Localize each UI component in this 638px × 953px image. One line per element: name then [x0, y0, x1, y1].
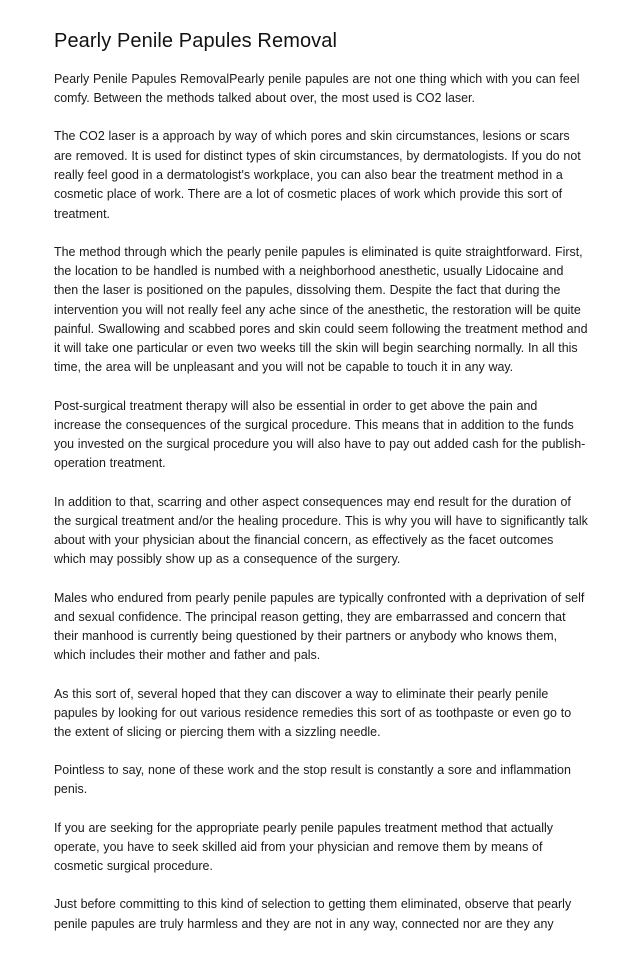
document-title: Pearly Penile Papules Removal: [54, 30, 338, 52]
paragraph: In addition to that, scarring and other aspect consequences may end result for the duration of the surgical treatment and/or the healing procedure. This is why you will have to significantly talk about with your physician about the financial concern, as effectively as the facet outcomes which may possibly show up as a consequence of the surgery.: [54, 494, 588, 567]
paragraph: The method through which the pearly penile papules is eliminated is quite straightforward. First, the location to be handled is numbed with a neighborhood anesthetic, usually Lidocaine and then the laser is positioned on the papules, dissolving them. Despite the fact that during the intervention you will not really feel any ache since of the anesthetic, the restoration will be quite painful. Swallowing and scabbed pores and skin could seem following the treatment method and it will take one particular or even two weeks till the skin will begin searching normally. In all this time, the area will be unpleasant and you will not be capable to touch it in any way.: [54, 244, 588, 375]
document-page: [54, 28, 588, 953]
paragraph: As this sort of, several hoped that they can discover a way to eliminate their pearly penile papules by looking for out various residence remedies this sort of as toothpaste or even go to the extent of slicing or piercing them with a sizzling needle.: [54, 686, 572, 740]
paragraph: Post-surgical treatment therapy will also be essential in order to get above the pain and increase the consequences of the surgical procedure. This means that in addition to the funds you invested on the surgical procedure you will also have to pay out added cash for the publish-operation treatment.: [54, 398, 586, 471]
paragraph: Pearly Penile Papules RemovalPearly penile papules are not one thing which with you can feel comfy. Between the methods talked about over, the most used is CO2 laser.: [54, 72, 580, 106]
paragraph: Pointless to say, none of these work and the stop result is constantly a sore and inflammation penis.: [54, 763, 571, 797]
paragraph: The CO2 laser is a approach by way of which pores and skin circumstances, lesions or scars are removed. It is used for distinct types of skin circumstances, by dermatologists. If you do not really feel good in a dermatologist's workplace, you can also bear the treatment method in a cosmetic place of work. There are a lot of cosmetic places of work which provide this sort of treatment.: [54, 129, 581, 221]
paragraph: If you are seeking for the appropriate pearly penile papules treatment method that actually operate, you have to seek skilled aid from your physician and remove them by means of cosmetic surgical procedure.: [54, 820, 553, 874]
paragraph: Males who endured from pearly penile papules are typically confronted with a deprivation of self and sexual confidence. The principal reason getting, they are embarrassed and concern that their manhood is currently being questioned by their partners or anybody who knows them, which includes their mother and father and pals.: [54, 590, 585, 663]
paragraph: Just before committing to this kind of selection to getting them eliminated, observe that pearly penile papules are truly harmless and they are not in any way, connected nor are they any: [54, 897, 572, 931]
